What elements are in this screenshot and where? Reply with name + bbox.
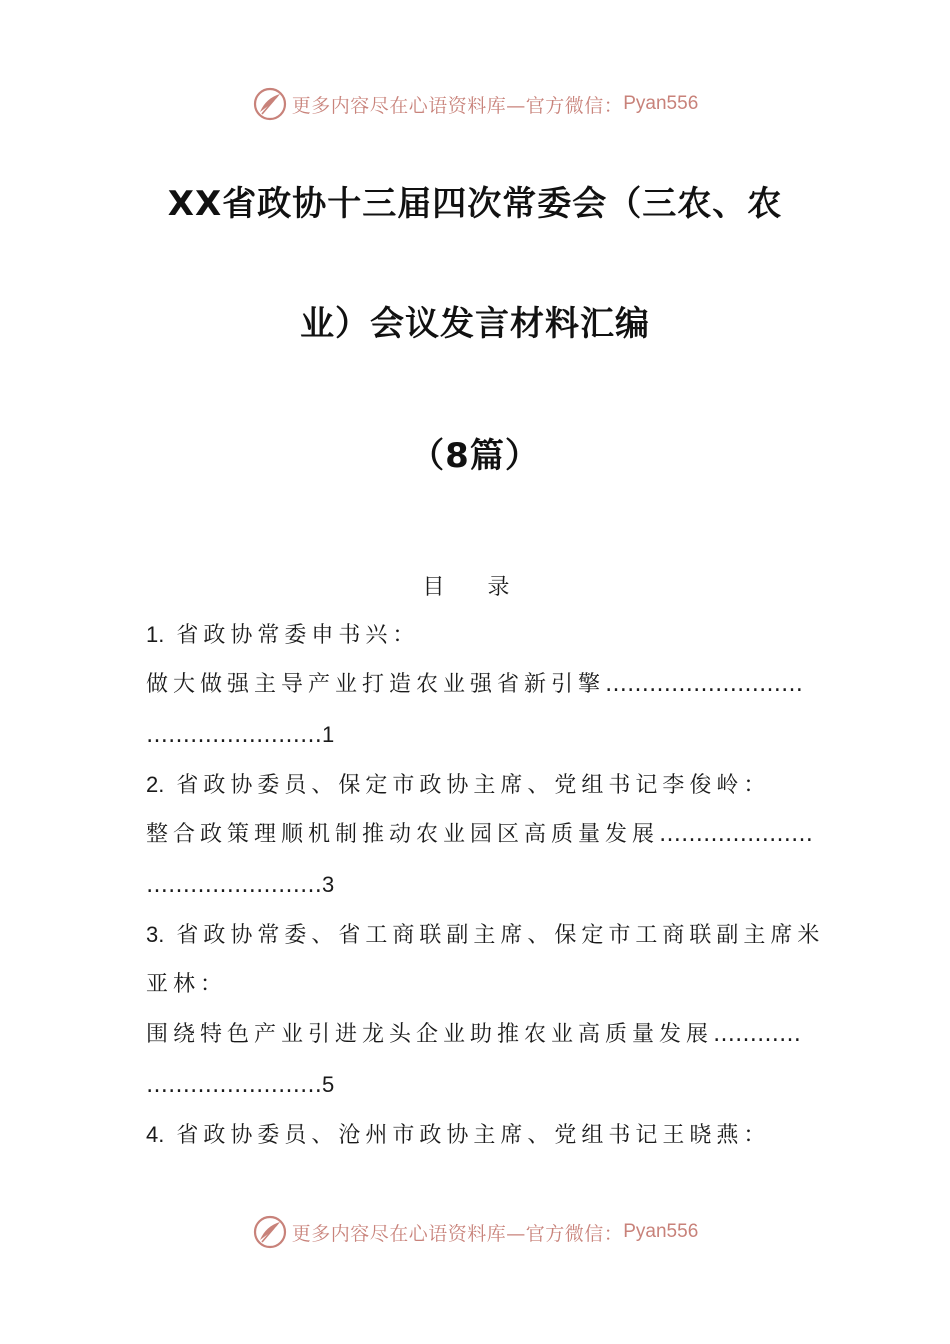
toc-entry-4-speaker [146, 1120, 806, 1151]
document-title-line1: XX省政协十三届四次常委会（三农、农 [167, 184, 783, 224]
toc-leader-dots: …………………… [146, 1073, 322, 1098]
quill-logo-icon [252, 86, 288, 122]
toc-page-number: 5 [322, 1072, 335, 1097]
toc-leader-dots: …………………… [146, 873, 322, 898]
toc-entry-3-speaker [146, 920, 825, 951]
toc-entry-3-topic[interactable] [146, 1020, 806, 1050]
toc-entry-number: 3. [146, 922, 165, 947]
toc-entry-number: 1. [146, 622, 165, 647]
toc-page-number: 3 [322, 872, 335, 897]
toc-speaker: 省政协常委申书兴： [176, 623, 420, 648]
toc-topic: 围绕特色产业引进龙头企业助推农业高质量发展 [146, 1022, 714, 1047]
header-banner [0, 84, 950, 124]
banner-wechat: Pyan556 [623, 93, 699, 114]
toc-speaker: 省政协常委、省工商联副主席、保定市工商联副主席米 [176, 923, 825, 948]
toc-leader-dots: ………………… [659, 822, 814, 847]
toc-leader-dots: …………………… [146, 723, 322, 748]
banner-text: 更多内容尽在心语资料库—官方微信： [291, 1222, 624, 1245]
footer-banner [0, 1212, 950, 1252]
toc-entry-number: 4. [146, 1122, 165, 1147]
toc-entry-3-page [146, 1070, 806, 1101]
toc-leader-dots: ………… [713, 1022, 802, 1047]
document-title-line2: 业）会议发言材料汇编 [300, 304, 650, 344]
toc-entry-2-speaker [146, 770, 806, 801]
toc-topic: 做大做强主导产业打造农业强省新引擎 [146, 672, 606, 697]
toc-entry-1-page [146, 720, 806, 751]
banner-wechat: Pyan556 [623, 1221, 699, 1242]
toc-heading: 目 录 [422, 575, 528, 600]
quill-logo-icon [252, 1214, 288, 1250]
toc-entry-2-topic[interactable] [146, 820, 814, 850]
toc-entry-1-topic[interactable] [146, 670, 806, 700]
toc-entry-number: 2. [146, 772, 165, 797]
toc-entry-3-speaker-cont: 亚林： [146, 972, 228, 997]
toc-topic: 整合政策理顺机制推动农业园区高质量发展 [146, 822, 660, 847]
document-count: （8篇） [410, 436, 540, 476]
toc-leader-dots: ……………………… [605, 672, 804, 697]
toc-speaker: 省政协委员、沧州市政协主席、党组书记王晓燕： [176, 1123, 771, 1148]
banner-text: 更多内容尽在心语资料库—官方微信： [291, 94, 624, 117]
toc-entry-2-page [146, 870, 806, 901]
toc-page-number: 1 [322, 722, 335, 747]
toc-speaker: 省政协委员、保定市政协主席、党组书记李俊岭： [176, 773, 771, 798]
toc-entry-1-speaker [146, 620, 806, 651]
